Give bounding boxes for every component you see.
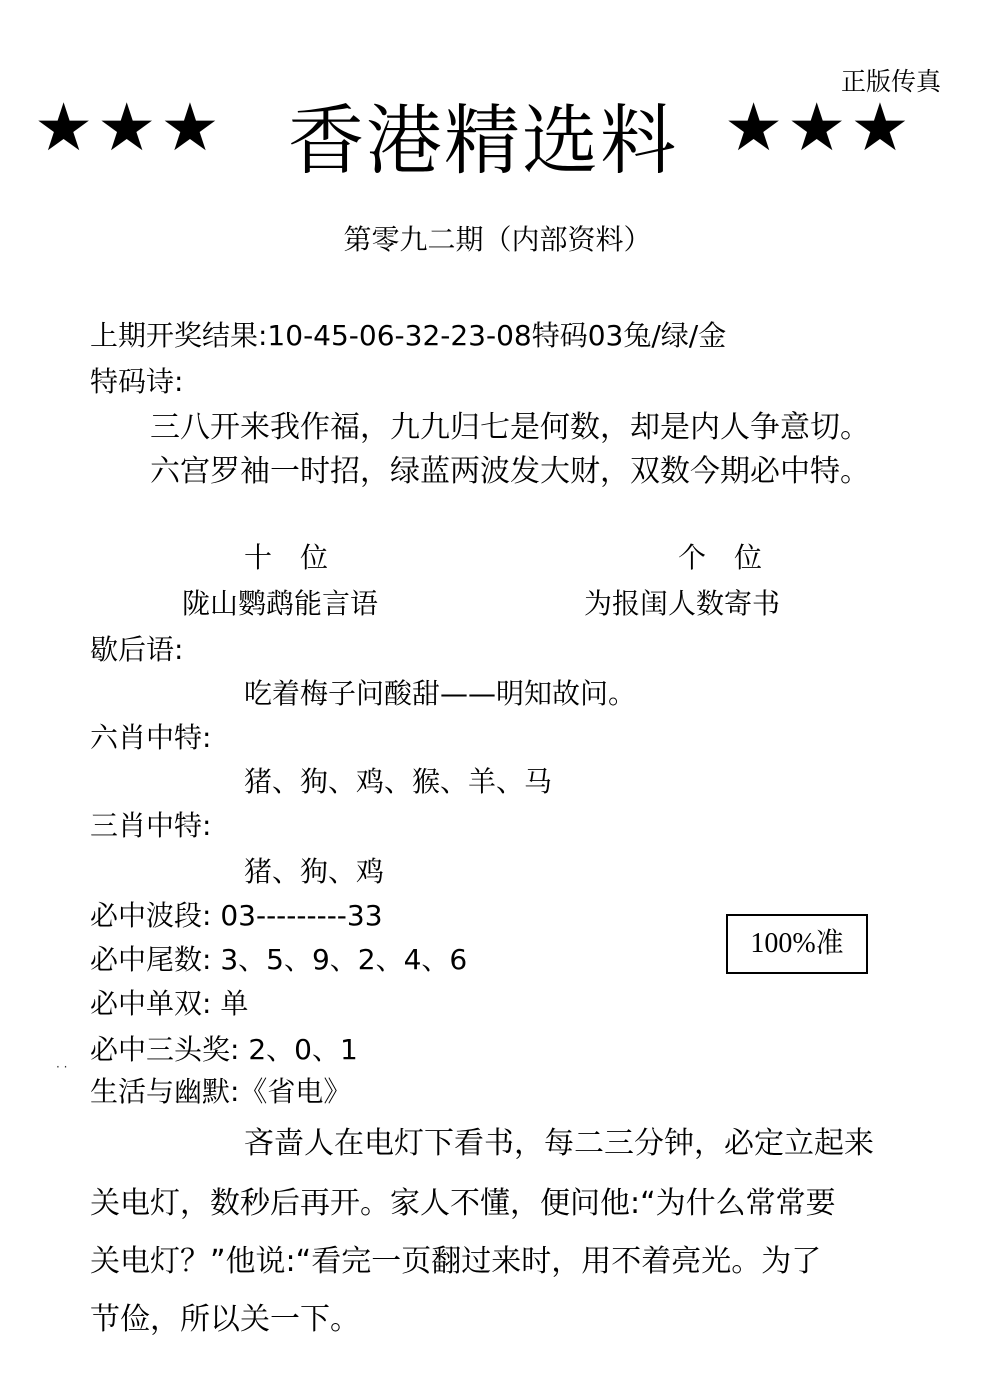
xiehouyu-label: 歇后语: — [90, 633, 184, 666]
humor-line-2: 关电灯，数秒后再开。家人不懂，便问他:“为什么常常要 — [90, 1186, 836, 1221]
units-text: 为报闺人数寄书 — [584, 587, 781, 620]
three-heads: 必中三头奖: 2、0、1 — [90, 1033, 358, 1066]
poem-line-1: 三八开来我作福，九九归七是何数，却是内人争意切。 — [150, 410, 870, 445]
six-zodiac-label: 六肖中特: — [90, 721, 212, 754]
poem-label: 特码诗: — [90, 365, 184, 398]
six-zodiac-text: 猪、狗、鸡、猴、羊、马 — [244, 765, 553, 798]
issue-subtitle: 第零九二期（内部资料） — [343, 223, 652, 256]
scan-speck-decoration: · · — [56, 1060, 68, 1074]
wave-range: 必中波段: 03---------33 — [90, 899, 383, 932]
page-title: 香港精选料 — [288, 96, 678, 185]
three-zodiac-text: 猪、狗、鸡 — [244, 855, 385, 888]
tail-numbers: 必中尾数: 3、5、9、2、4、6 — [90, 943, 468, 976]
humor-line-1: 吝啬人在电灯下看书，每二三分钟，必定立起来 — [244, 1126, 874, 1161]
humor-line-4: 节俭，所以关一下。 — [90, 1302, 360, 1337]
accuracy-badge: 100%准 — [726, 914, 868, 974]
three-zodiac-label: 三肖中特: — [90, 809, 212, 842]
tens-label: 十 位 — [244, 541, 329, 574]
humor-label: 生活与幽默:《省电》 — [90, 1075, 352, 1108]
edition-label: 正版传真 — [840, 67, 941, 96]
last-result: 上期开奖结果:10-45-06-32-23-08特码03兔/绿/金 — [90, 319, 727, 352]
stars-left-icon: ★★★ — [34, 89, 224, 166]
tens-text: 陇山鹦鹉能言语 — [182, 587, 379, 620]
odd-even: 必中单双: 单 — [90, 987, 249, 1020]
xiehouyu-text: 吃着梅子问酸甜——明知故问。 — [244, 677, 637, 710]
poem-line-2: 六宫罗袖一时招，绿蓝两波发大财，双数今期必中特。 — [150, 454, 870, 489]
stars-right-icon: ★★★ — [724, 89, 914, 166]
humor-line-3: 关电灯？”他说:“看完一页翻过来时，用不着亮光。为了 — [90, 1244, 822, 1279]
units-label: 个 位 — [678, 541, 763, 574]
